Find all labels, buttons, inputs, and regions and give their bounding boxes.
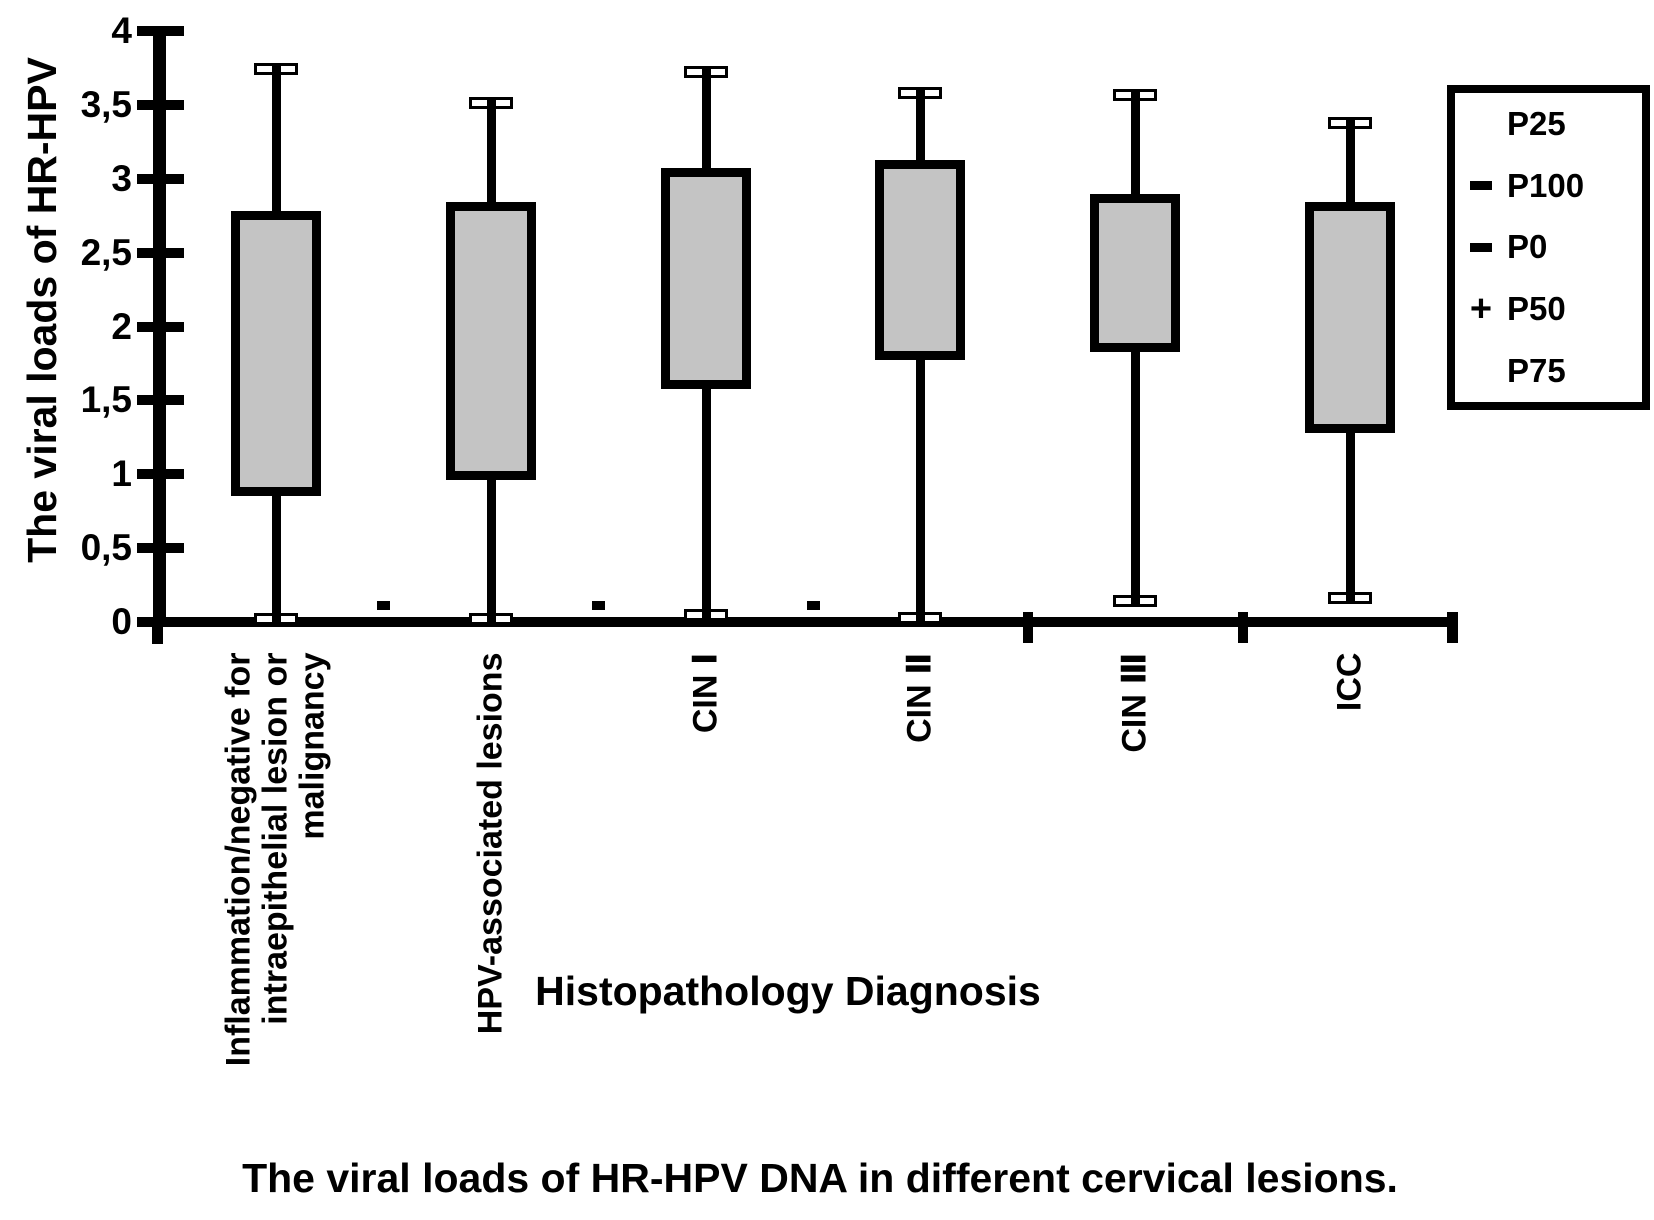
y-tick-mark: [137, 395, 184, 405]
legend-entry-label: P50: [1507, 290, 1566, 328]
legend-box: [1447, 85, 1650, 410]
baseline-dash-mark: [807, 601, 820, 610]
x-category-label: CIN Ⅲ: [1115, 652, 1154, 753]
y-tick-mark: [137, 26, 184, 36]
x-axis-line: [152, 617, 1458, 627]
dash-glyph: [1470, 243, 1492, 252]
y-tick-mark: [137, 174, 184, 184]
y-tick-label: 1,5: [80, 379, 132, 420]
figure-caption: The viral loads of HR-HPV DNA in different cervical lesions.: [242, 1155, 1398, 1201]
legend-row: [1455, 105, 1642, 143]
y-tick-mark: [137, 322, 184, 332]
y-tick-label: 0,5: [80, 527, 132, 568]
legend-row: [1455, 352, 1642, 390]
x-category-label: Inflammation/negative for intraepithelial lesion or malignancy: [219, 652, 332, 1066]
box-6: [1305, 202, 1395, 433]
legend-entry-label: P75: [1507, 352, 1566, 390]
legend-entry-label: P25: [1507, 104, 1566, 142]
box-4: [875, 160, 965, 360]
box-2: [446, 202, 536, 480]
x-category-label: CIN Ⅰ: [686, 652, 725, 733]
baseline-dash-mark: [592, 601, 605, 610]
dash-glyph: [1470, 181, 1492, 190]
legend-entry-label: P0: [1507, 228, 1548, 266]
y-tick-mark: [137, 469, 184, 479]
legend-dash-icon: [1455, 181, 1507, 190]
y-tick-label: 4: [111, 10, 132, 51]
y-axis-title: The viral loads of HR-HPV: [19, 57, 65, 563]
y-tick-label: 3,5: [80, 84, 132, 125]
y-tick-mark: [137, 543, 184, 553]
plus-glyph: +: [1469, 288, 1493, 331]
y-tick-mark: [137, 248, 184, 258]
y-tick-label: 2,5: [80, 232, 132, 273]
y-tick-mark: [137, 100, 184, 110]
box-5: [1090, 194, 1180, 352]
legend-plus-icon: [1455, 288, 1507, 331]
x-category-label: ICC: [1330, 652, 1369, 711]
y-tick-label: 1: [111, 453, 132, 494]
x-axis-title: Histopathology Diagnosis: [535, 968, 1041, 1014]
legend-row: [1455, 228, 1642, 266]
box-1: [231, 211, 321, 496]
box-3: [661, 168, 751, 389]
x-category-label: CIN Ⅱ: [900, 652, 939, 743]
y-tick-label: 3: [111, 158, 132, 199]
legend-row: [1455, 288, 1642, 331]
y-tick-label: 2: [111, 306, 132, 347]
legend-entry-label: P100: [1507, 166, 1585, 204]
baseline-dash-mark: [377, 601, 390, 610]
legend-dash-icon: [1455, 243, 1507, 252]
x-category-label: HPV-associated lesions: [471, 652, 510, 1034]
legend-row: [1455, 167, 1642, 205]
y-tick-label: 0: [111, 601, 132, 642]
